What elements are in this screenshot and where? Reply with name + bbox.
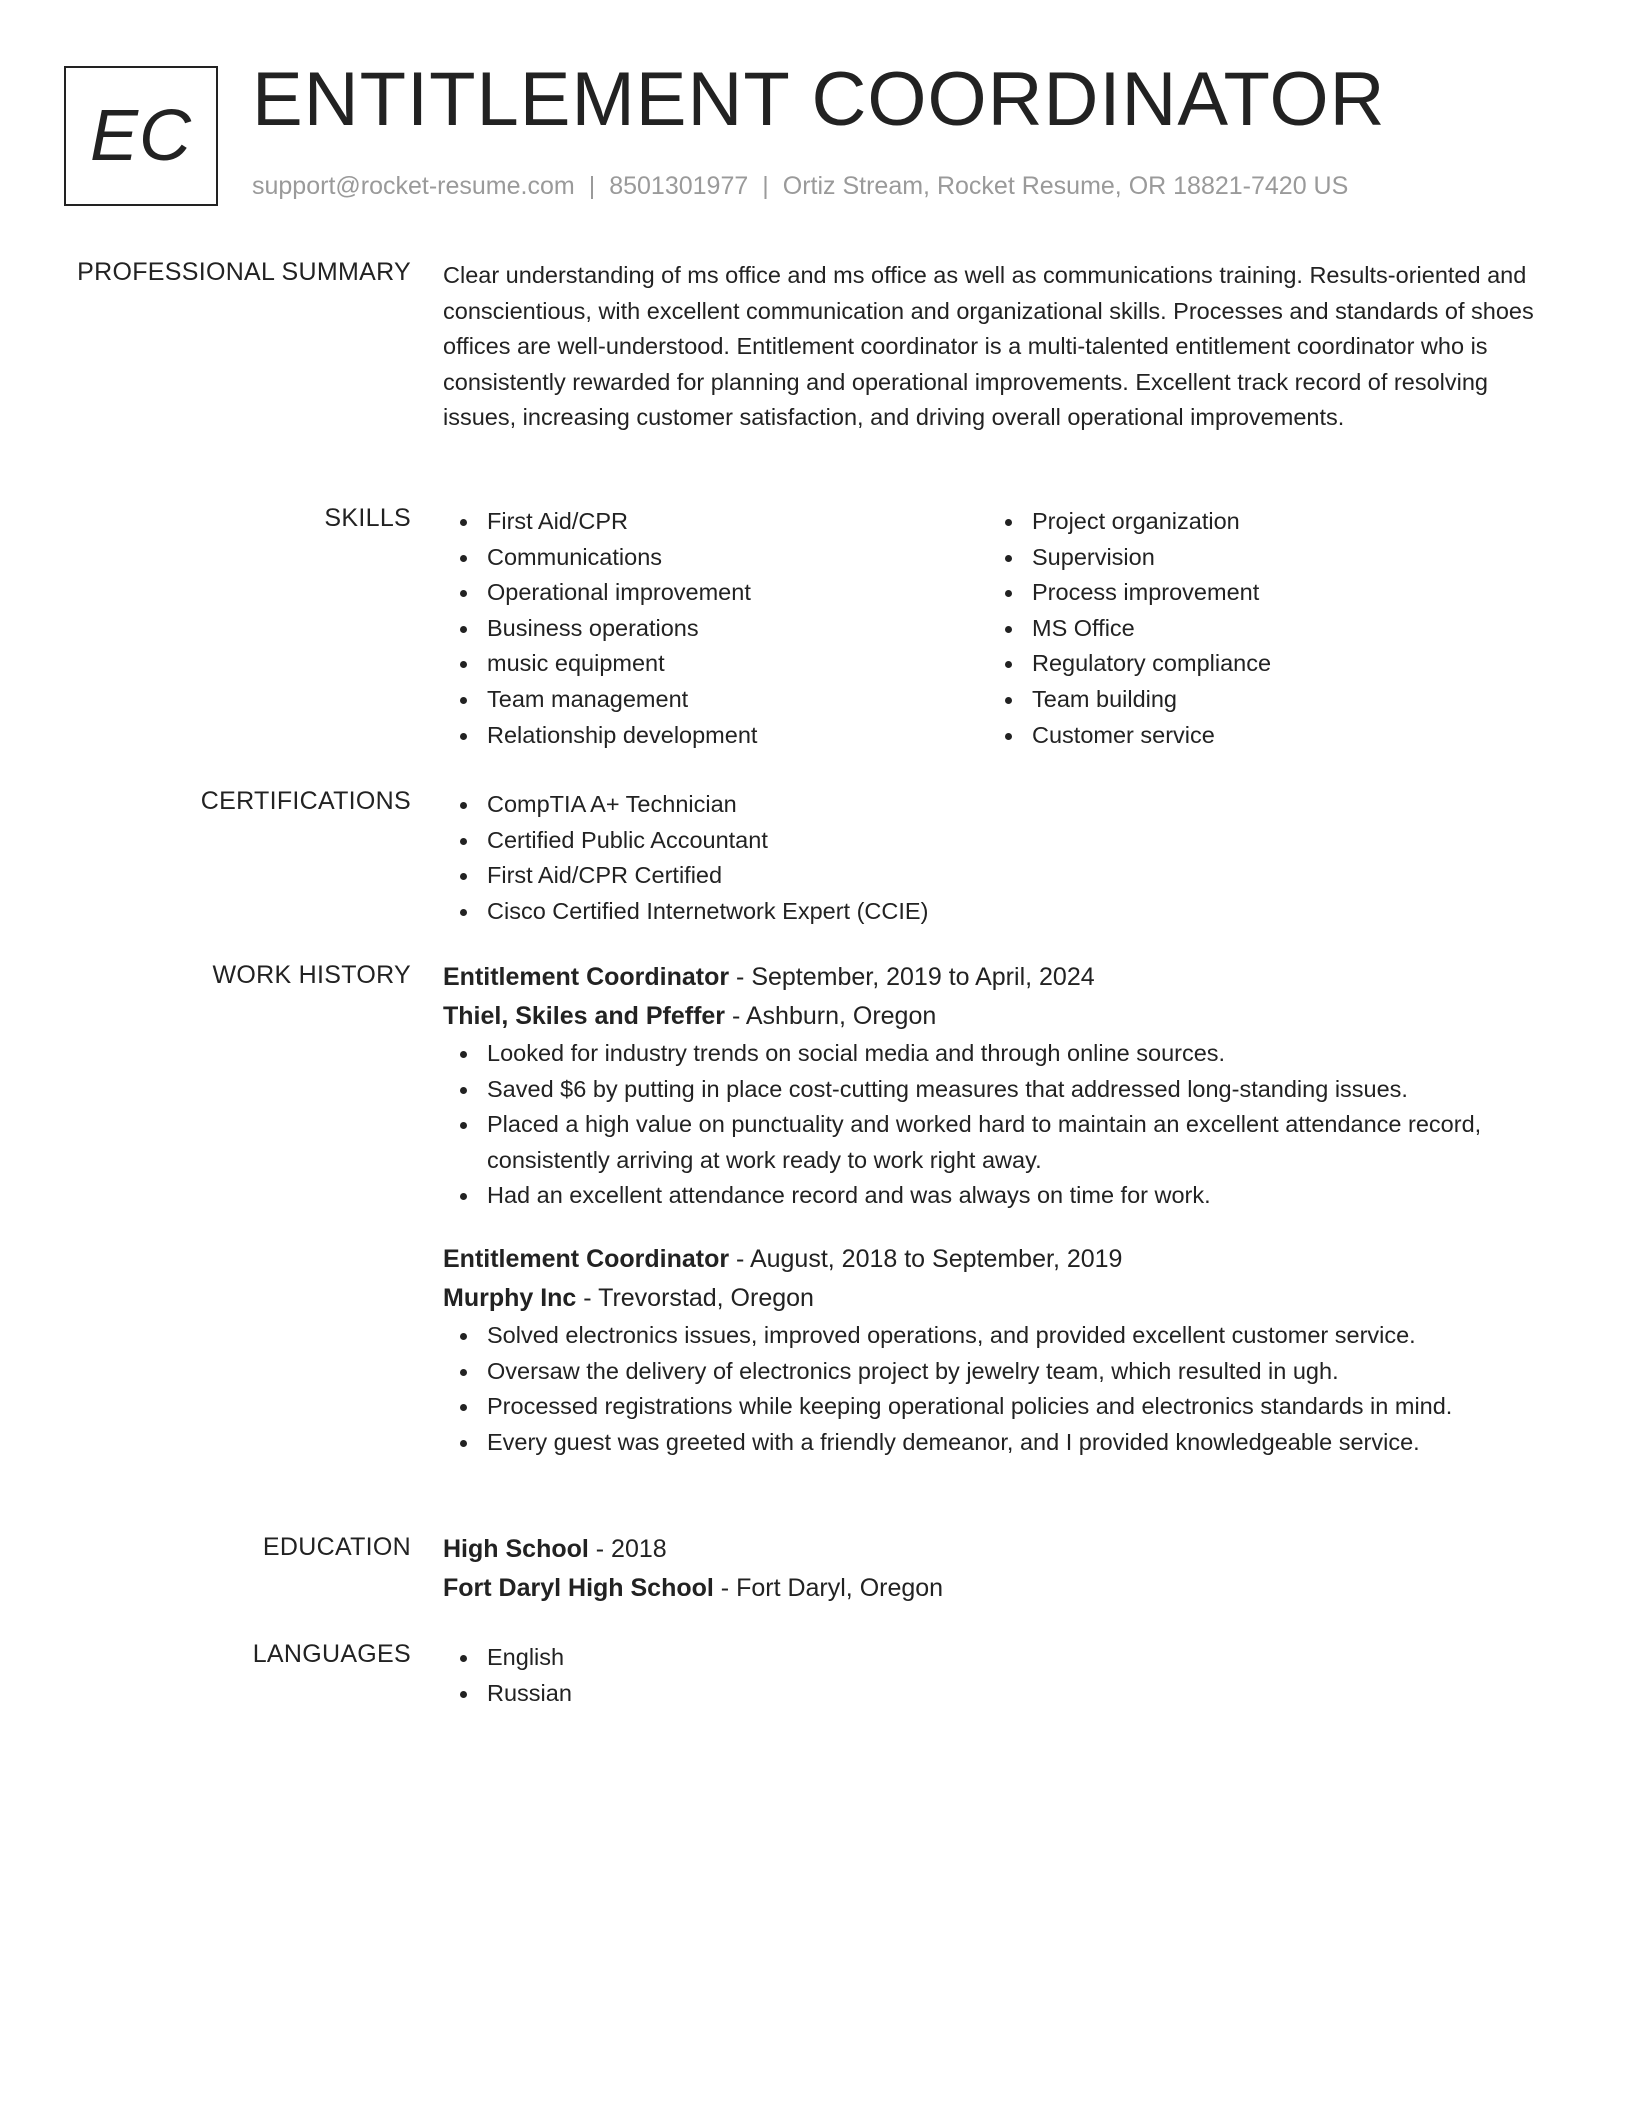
list-item: Oversaw the delivery of electronics project by jewelry team, which resulted in ugh.: [443, 1354, 1543, 1390]
list-item: Processed registrations while keeping operational policies and electronics standards in mind.: [443, 1389, 1543, 1425]
contact-separator: |: [588, 172, 596, 200]
list-item: Regulatory compliance: [988, 646, 1533, 682]
summary-body: [443, 258, 1543, 436]
contact-line: [252, 172, 1348, 201]
list-item: Solved electronics issues, improved operations, and provided excellent customer service.: [443, 1318, 1543, 1354]
job-dates: - September, 2019 to April, 2024: [729, 963, 1095, 991]
contact-phone: 8501301977: [609, 172, 749, 200]
job-title: Entitlement Coordinator: [443, 1244, 730, 1273]
list-item: Communications: [443, 540, 988, 576]
list-item: Relationship development: [443, 718, 988, 754]
list-item: Cisco Certified Internetwork Expert (CCIE): [443, 894, 1543, 930]
work-history-body: [443, 958, 1543, 1460]
skills-heading: SKILLS: [324, 504, 411, 532]
job-entry: [443, 958, 1543, 1214]
list-item: Operational improvement: [443, 575, 988, 611]
page-title: ENTITLEMENT COORDINATOR: [252, 57, 1386, 142]
list-item: First Aid/CPR Certified: [443, 858, 1543, 894]
list-item: MS Office: [988, 611, 1533, 647]
list-item: Project organization: [988, 504, 1533, 540]
job-company-line: [443, 997, 1543, 1036]
certifications-heading: CERTIFICATIONS: [200, 787, 411, 815]
job-company: Murphy Inc: [443, 1283, 577, 1312]
job-title-line: [443, 1240, 1543, 1279]
job-company: Thiel, Skiles and Pfeffer: [443, 1002, 726, 1030]
summary-text: Clear understanding of ms office and ms office as well as communications training. Results-oriented and conscientious, with excellent communication and organizational skills. Processes and standards of shoes offices are well-understood. Entitlement coordinator is a multi-talented entitlement coordinator who is consistently rewarded for planning and operational improvements. Excellent track record of resolving issues, increasing customer satisfaction, and driving overall operational improvements.: [443, 262, 1534, 431]
list-item: First Aid/CPR: [443, 504, 988, 540]
list-item: Every guest was greeted with a friendly demeanor, and I provided knowledgeable service.: [443, 1425, 1543, 1461]
monogram-box: [64, 66, 218, 206]
education-heading: EDUCATION: [262, 1533, 411, 1561]
list-item: Process improvement: [988, 575, 1533, 611]
list-item: Business operations: [443, 611, 988, 647]
list-item: Customer service: [988, 718, 1533, 754]
job-dates: - August, 2018 to September, 2019: [729, 1244, 1123, 1273]
education-degree: High School: [443, 1535, 589, 1563]
list-item: Looked for industry trends on social media and through online sources.: [443, 1036, 1543, 1072]
skills-list-left: [443, 504, 988, 753]
work-history-heading: WORK HISTORY: [212, 961, 411, 989]
list-item: music equipment: [443, 646, 988, 682]
education-year: - 2018: [588, 1535, 667, 1563]
job-company-line: [443, 1279, 1543, 1318]
list-item: Had an excellent attendance record and was always on time for work.: [443, 1178, 1543, 1214]
list-item: English: [443, 1640, 1543, 1676]
list-item: Team building: [988, 682, 1533, 718]
education-body: [443, 1530, 1543, 1608]
contact-address: Ortiz Stream, Rocket Resume, OR 18821-7420 US: [782, 172, 1349, 200]
job-entry: [443, 1240, 1543, 1460]
contact-separator: |: [762, 172, 769, 200]
list-item: Russian: [443, 1676, 1543, 1712]
languages-list: [443, 1640, 1543, 1711]
education-school: Fort Daryl High School: [443, 1574, 714, 1602]
skills-list-right: [988, 504, 1533, 753]
job-title: Entitlement Coordinator: [443, 963, 730, 991]
languages-heading: LANGUAGES: [252, 1640, 411, 1668]
list-item: Saved $6 by putting in place cost-cutting measures that addressed long-standing issues.: [443, 1072, 1543, 1108]
certifications-body: [443, 787, 1543, 929]
list-item: Placed a high value on punctuality and worked hard to maintain an excellent attendance record, consistently arriving at work ready to work right away.: [443, 1107, 1543, 1178]
monogram-initials: EC: [89, 96, 193, 176]
list-item: Supervision: [988, 540, 1533, 576]
languages-body: [443, 1640, 1543, 1711]
education-school-line: [443, 1569, 1543, 1608]
job-location: - Ashburn, Oregon: [725, 1002, 937, 1030]
contact-email: support@rocket-resume.com: [252, 172, 575, 200]
job-bullets: [443, 1318, 1543, 1460]
certifications-list: [443, 787, 1543, 929]
summary-heading: PROFESSIONAL SUMMARY: [77, 258, 411, 286]
job-title-line: [443, 958, 1543, 997]
job-location: - Trevorstad, Oregon: [576, 1283, 814, 1312]
list-item: CompTIA A+ Technician: [443, 787, 1543, 823]
list-item: Certified Public Accountant: [443, 823, 1543, 859]
education-degree-line: [443, 1530, 1543, 1569]
list-item: Team management: [443, 682, 988, 718]
job-bullets: [443, 1036, 1543, 1214]
skills-body: [443, 504, 1543, 753]
education-location: - Fort Daryl, Oregon: [713, 1574, 944, 1602]
